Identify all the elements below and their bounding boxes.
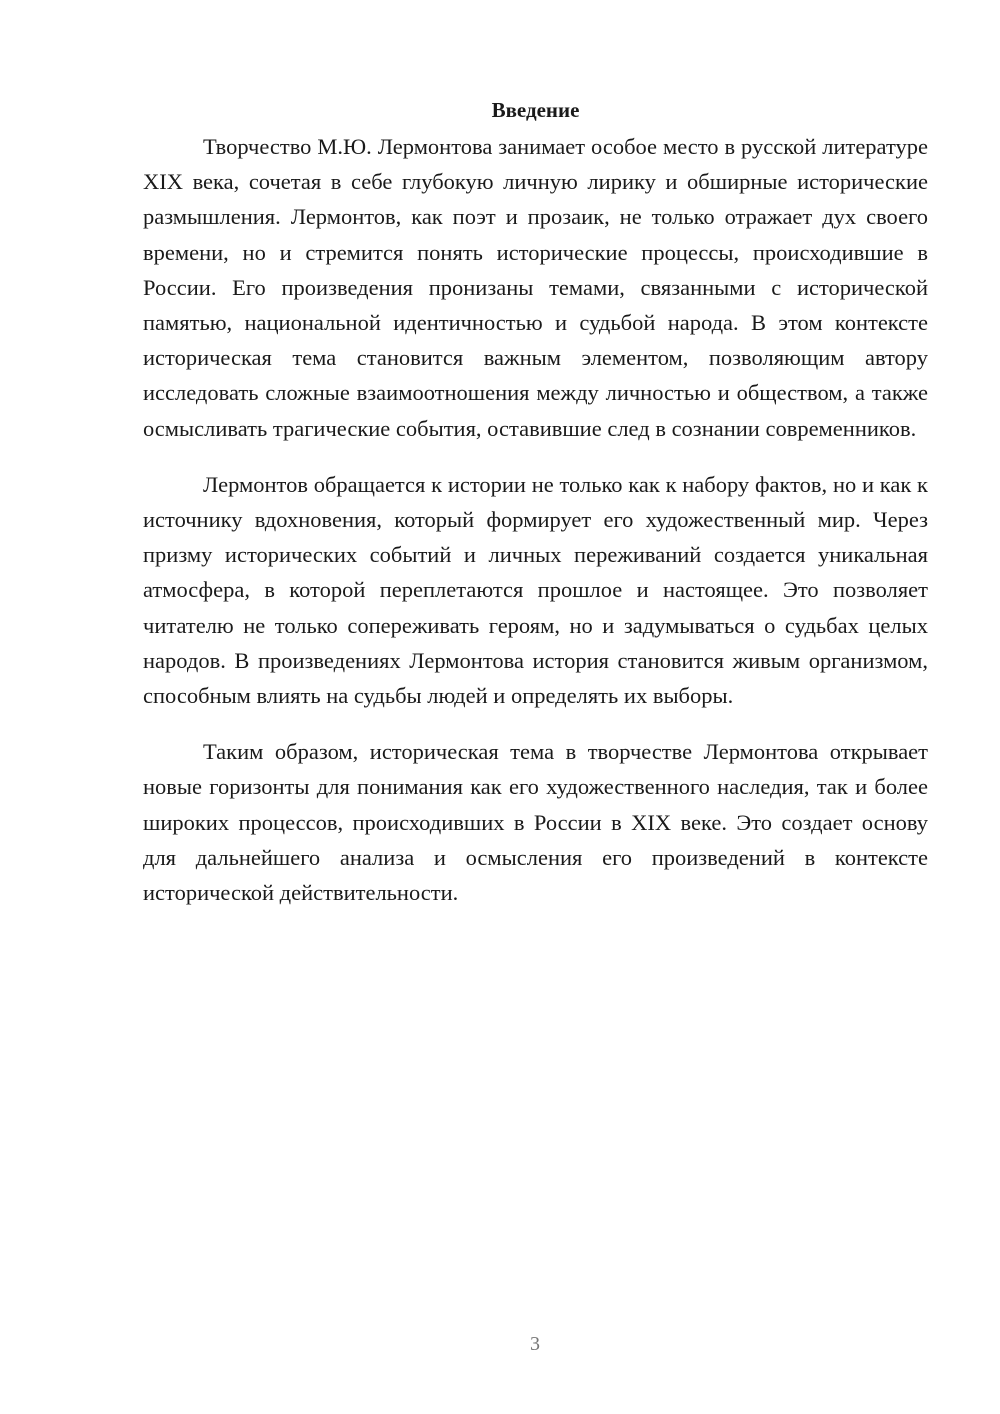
section-heading: Введение: [491, 98, 580, 122]
paragraph-2: Лермонтов обращается к истории не только как к набору фактов, но и как к источнику вдохновения, который формирует его художественный мир. Через призму исторических событий и личных переживаний создается уникальная атмосфера, в которой переплетаются прошлое и настоящее. Это позволяет читателю не только сопереживать героям, но и задумываться о судьбах целых народов. В произведениях Лермонтова история становится живым организмом, способным влиять на судьбы людей и определять их выборы.: [143, 471, 928, 709]
page-content: [143, 95, 928, 931]
paragraph-1: Творчество М.Ю. Лермонтова занимает особое место в русской литературе XIX века, сочетая в себе глубокую личную лирику и обширные исторические размышления. Лермонтов, как поэт и прозаик, не только отражает дух своего времени, но и стремится понять исторические процессы, происходившие в России. Его произведения пронизаны темами, связанными с исторической памятью, национальной идентичностью и судьбой народа. В этом контексте историческая тема становится важным элементом, позволяющим автору исследовать сложные взаимоотношения между личностью и обществом, а также осмысливать трагические события, оставившие след в сознании современников.: [143, 134, 928, 441]
page-number: 3: [530, 1333, 540, 1355]
paragraph-3: Таким образом, историческая тема в творчестве Лермонтова открывает новые горизонты для понимания как его художественного наследия, так и более широких процессов, происходивших в России в XIX веке. Это создает основу для дальнейшего анализа и осмысления его произведений в контексте исторической действительности.: [143, 739, 928, 906]
